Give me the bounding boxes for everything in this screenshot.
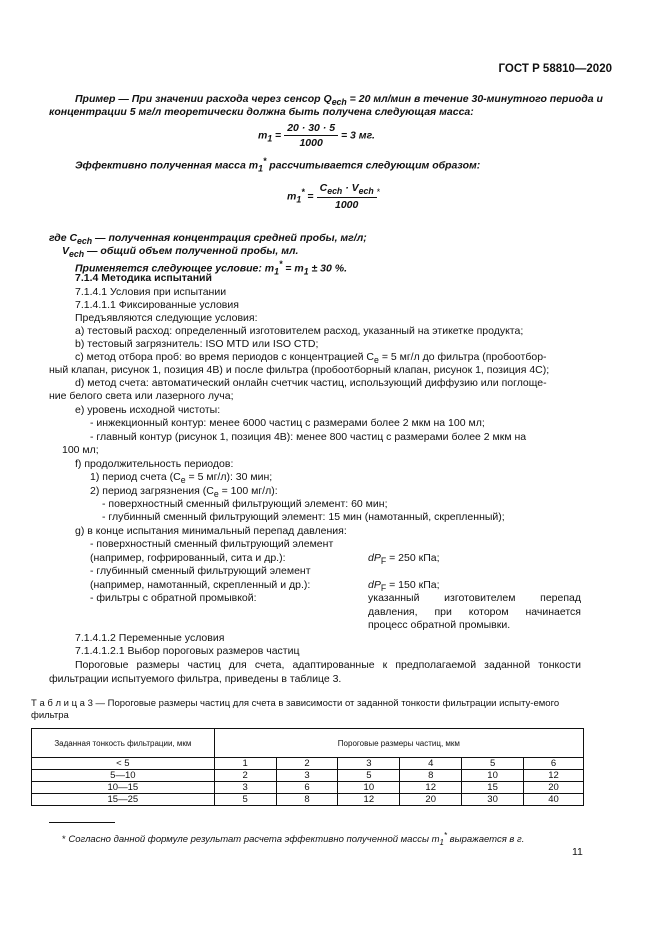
- table-cell: 12: [400, 782, 462, 794]
- table-cell: 15: [462, 782, 524, 794]
- table-cell: 15—25: [32, 794, 215, 806]
- table-header-threshold: Пороговые размеры частиц, мкм: [214, 729, 583, 758]
- table-row: [32, 782, 584, 794]
- table-header-filtration: Заданная тонкость фильтрации, мкм: [32, 729, 215, 758]
- condition-a: а) тестовый расход: определенный изготовителем расход, указанный на этикетке продукта;: [75, 325, 524, 337]
- table-cell: 6: [276, 782, 338, 794]
- table-row: [32, 770, 584, 782]
- effective-mass-line: Эффективно полученная масса $m_1^*$ рассчитывается следующим образом:: [75, 156, 481, 174]
- condition-f: f) продолжительность периодов:: [75, 458, 234, 470]
- table-cell: 10—15: [32, 782, 215, 794]
- condition-g-2-cont: (например, намотанный, скрепленный и др.):: [90, 579, 311, 591]
- document-id: ГОСТ Р 58810—2020: [498, 63, 612, 75]
- example-line-2: концентрации 5 мг/л теоретически должна быть получена следующая масса:: [49, 106, 474, 118]
- table-cell: 2: [276, 758, 338, 770]
- condition-g-1-cont: (например, гофрированный, сита и др.):: [90, 552, 286, 564]
- condition-g-3: - фильтры с обратной промывкой:: [90, 592, 257, 604]
- condition-b: b) тестовый загрязнитель: ISO MTD или ISO CTD;: [75, 338, 319, 350]
- condition-g-3-value: указанный изготовителем перепад давления, при котором начинается процесс обратной промывки.: [368, 592, 581, 631]
- table-cell: 1: [214, 758, 276, 770]
- table-row: [32, 794, 584, 806]
- table-cell: 5: [462, 758, 524, 770]
- table-cell: 12: [338, 794, 400, 806]
- subsection-7-1-4-1-2-1: 7.1.4.1.2.1 Выбор пороговых размеров частиц: [75, 645, 300, 657]
- table-cell: 8: [400, 770, 462, 782]
- condition-c-cont: ный клапан, рисунок 1, позиция 4В) и после фильтра (пробоотборный клапан, рисунок 1, позиция 4С);: [49, 364, 550, 376]
- condition-g: g) в конце испытания минимальный перепад давления:: [75, 525, 347, 537]
- section-title: 7.1.4 Методика испытаний: [75, 272, 212, 284]
- table-cell: 40: [524, 794, 584, 806]
- table-cell: 3: [338, 758, 400, 770]
- condition-f-2-2: - глубинный сменный фильтрующий элемент: 15 мин (намотанный, скрепленный);: [102, 511, 505, 523]
- condition-d-cont: ние белого света или лазерного луча;: [49, 390, 234, 402]
- table-cell: < 5: [32, 758, 215, 770]
- table-cell: 3: [276, 770, 338, 782]
- condition-f-2-1: - поверхностный сменный фильтрующий элемент: 60 мин;: [102, 498, 388, 510]
- example-line-1: Пример — При значении расхода через сенсор $Q_{ech} = 20$ мл/мин в течение 30-минутного периода и: [75, 93, 603, 108]
- condition-f-1: 1) период счета ($C_e = 5$ мг/л): 30 мин;: [90, 471, 273, 486]
- subsection-7-1-4-1-1: 7.1.4.1.1 Фиксированные условия: [75, 299, 239, 311]
- condition-d: d) метод счета: автоматический онлайн счетчик частиц, использующий диффузию или поглоще-: [75, 377, 547, 389]
- threshold-paragraph: Пороговые размеры частиц для счета, адаптированные к предполагаемой заданной тонкости фильтрации испытуемого фильтра, приведены в таблице 3.: [49, 659, 581, 685]
- condition-f-2: 2) период загрязнения ($C_e = 100$ мг/л):: [90, 485, 278, 500]
- table-cell: 30: [462, 794, 524, 806]
- where-line-2: $V_{ech}$ — общий объем полученной пробы, мл.: [62, 245, 299, 260]
- formula-effective-mass: $m_1^*$ = $\frac{C_{ech} \cdot V_{ech}}{1000}$ *: [287, 182, 381, 212]
- where-line-3: Применяется следующее условие: $m_1^* = m_1 \pm 30$ %.: [75, 259, 348, 277]
- page-number: 11: [572, 846, 583, 858]
- condition-g-2-value: $dP_F = 150$ кПа;: [368, 579, 440, 594]
- table-cell: 10: [462, 770, 524, 782]
- table-cell: 5: [214, 794, 276, 806]
- condition-e-2-cont: 100 мл;: [62, 444, 99, 456]
- condition-e-1: - инжекционный контур: менее 6000 частиц с размерами более 2 мкм на 100 мл;: [90, 417, 485, 429]
- condition-e: e) уровень исходной чистоты:: [75, 404, 221, 416]
- condition-e-2: - главный контур (рисунок 1, позиция 4В): менее 800 частиц с размерами более 2 мкм на: [90, 431, 527, 443]
- table-cell: 12: [524, 770, 584, 782]
- footnote: * Согласно данной формуле результат расчета эффективно полученной массы $m_1^*$ выражается в г.: [62, 831, 525, 848]
- table-cell: 4: [400, 758, 462, 770]
- table-cell: 8: [276, 794, 338, 806]
- table-cell: 5: [338, 770, 400, 782]
- table-row: [32, 758, 584, 770]
- footnote-divider: [49, 822, 115, 823]
- condition-g-1-value: $dP_F = 250$ кПа;: [368, 552, 440, 567]
- table-caption: Т а б л и ц а 3 — Пороговые размеры частиц для счета в зависимости от заданной тонкости фильтрации испыту-емого фильтра: [31, 698, 560, 721]
- table-cell: 20: [400, 794, 462, 806]
- subsection-7-1-4-1-2: 7.1.4.1.2 Переменные условия: [75, 632, 225, 644]
- where-line-1: где $C_{ech}$ — полученная концентрация средней пробы, мг/л;: [49, 232, 367, 247]
- condition-c: c) метод отбора проб: во время периодов с концентрацией $C_e = 5$ мг/л до фильтра (пробоотбор-: [75, 351, 547, 366]
- table-cell: 6: [524, 758, 584, 770]
- threshold-table: [31, 728, 584, 806]
- table-cell: 20: [524, 782, 584, 794]
- condition-g-2: - глубинный сменный фильтрующий элемент: [90, 565, 311, 577]
- table-cell: 5—10: [32, 770, 215, 782]
- table-header-row: [32, 729, 584, 758]
- conditions-intro: Предъявляются следующие условия:: [75, 312, 258, 324]
- formula-mass: $m_1$ = $\frac{20 \cdot 30 \cdot 5}{1000}$ = 3 мг.: [258, 122, 375, 149]
- table-cell: 10: [338, 782, 400, 794]
- condition-g-1: - поверхностный сменный фильтрующий элемент: [90, 538, 334, 550]
- table-cell: 3: [214, 782, 276, 794]
- table-cell: 2: [214, 770, 276, 782]
- subsection-7-1-4-1: 7.1.4.1 Условия при испытании: [75, 286, 227, 298]
